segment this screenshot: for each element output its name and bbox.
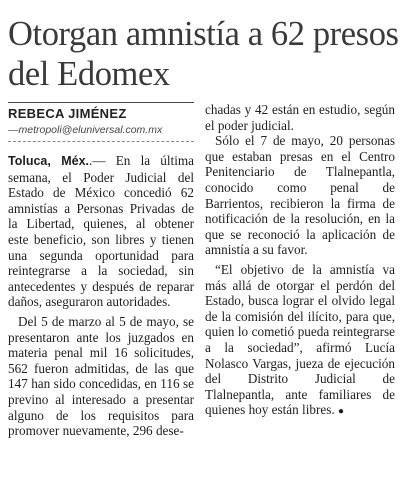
paragraph	[205, 262, 395, 420]
byline-divider-bottom	[8, 141, 194, 142]
paragraph: chadas y 42 están en estudio, según el poder judicial.	[205, 102, 395, 133]
end-mark-icon: ●	[337, 406, 344, 418]
paragraph	[8, 153, 194, 310]
paragraph: Del 5 de marzo al 5 de mayo, se presentaron ante los juzgados en materia penal mil 16 solicitudes, 562 fueron admitidas, de las que 147 han sido concedidas, en 116 se previno al interesado a presentar alguno de los requisitos para promover nuevamente, 296 dese-	[8, 313, 194, 439]
dateline-dash: .—	[89, 153, 106, 168]
dateline: Toluca, Méx.	[8, 154, 90, 168]
paragraph-text: En la última semana, el Poder Judicial del Estado de México concedió 62 amnistías a Personas Privadas de la Libertad, quienes, al obtener este beneficio, son libres y tienen una segunda oportunidad para reintegrarse a la sociedad, sin antecedentes y después de reparar daños, aseguraron autoridades.	[8, 153, 194, 310]
headline: Otorgan amnistía a 62 presos del Edomex	[8, 15, 399, 93]
article-column-2	[205, 102, 395, 420]
author-email[interactable]: —metropoli@eluniversal.com.mx	[8, 124, 163, 136]
paragraph: Sólo el 7 de mayo, 20 personas que estaban presas en el Centro Penitenciario de Tlalnepantla, conocido como penal de Barrientos, recibieron la firma de notificación de la resolución, en la que se reconoció la aplicación de amnistía a su favor.	[205, 133, 395, 258]
article-column-1	[8, 153, 194, 439]
byline-divider	[8, 102, 194, 103]
paragraph-text: “El objetivo de la amnistía va más allá de otorgar el perdón del Estado, busca lograr el olvido legal de la comisión del ilícito, para que, quien lo cometió pueda reintegrarse a la sociedad”, afirmó Lucía Nolasco Vargas, jueza de ejecución del Distrito Judicial de Tlalnepantla, ante familiares de quienes hoy están libres.	[205, 261, 395, 418]
author-name: REBECA JIMÉNEZ	[8, 106, 127, 121]
